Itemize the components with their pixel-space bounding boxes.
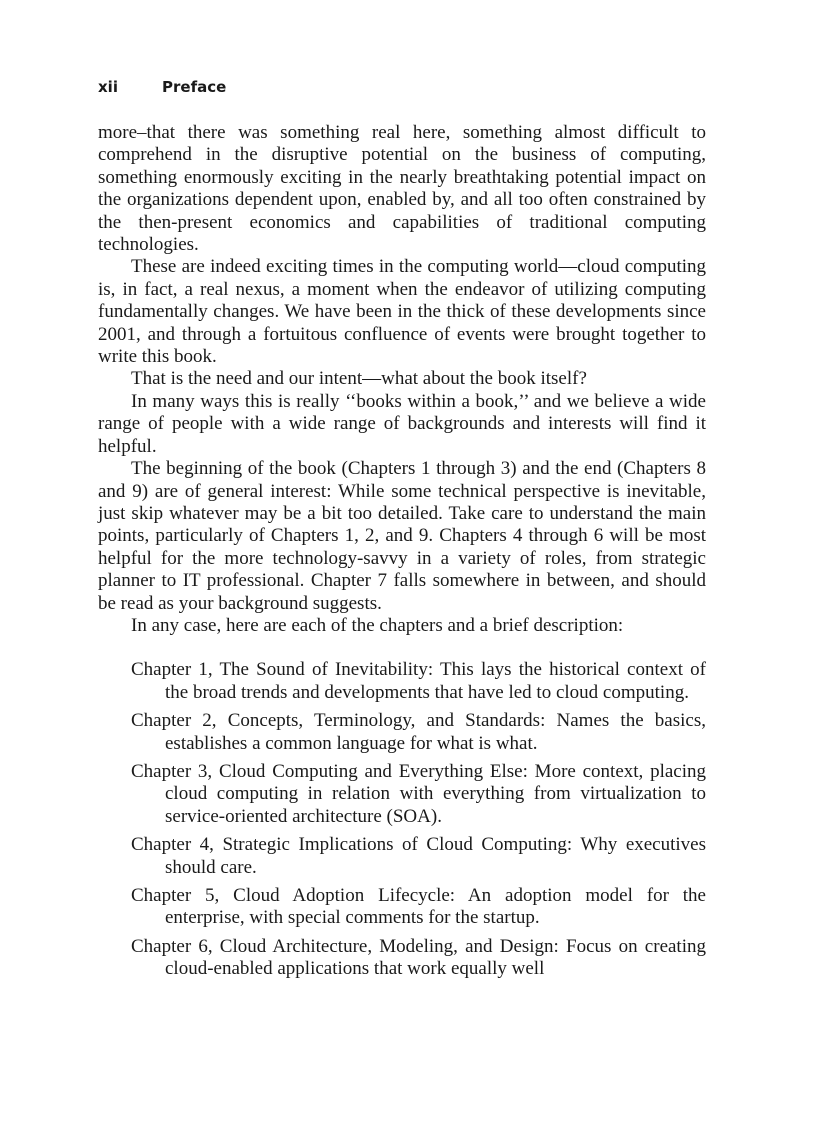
chapter-list — [98, 659, 706, 980]
chapter-entry-6: Chapter 6, Cloud Architecture, Modeling, and Design: Focus on creating cloud-enabled applications that work equally well — [131, 935, 706, 980]
chapter-entry-4: Chapter 4, Strategic Implications of Cloud Computing: Why executives should care. — [131, 834, 706, 878]
running-head — [98, 77, 226, 97]
chapter-entry-5: Chapter 5, Cloud Adoption Lifecycle: An adoption model for the enterprise, with special comments for the startup. — [131, 885, 706, 929]
paragraph-reading-guide: The beginning of the book (Chapters 1 through 3) and the end (Chapters 8 and 9) are of general interest: While some technical perspective is inevitable, just skip whatever may be a bit too detailed. Take care to understand the main points, particularly of Chapters 1, 2, and 9. Chapters 4 through 6 will be most helpful for the more technology-savvy in a variety of roles, from strategic planner to IT professional. Chapter 7 falls somewhere in between, and should be read as your background suggests. — [98, 458, 706, 614]
paragraph-books-within-a-book: In many ways this is really ‘‘books within a book,’’ and we believe a wide range of people with a wide range of backgrounds and interests will find it helpful. — [98, 390, 706, 457]
body-text — [98, 122, 706, 987]
paragraph-need-and-intent: That is the need and our intent—what about the book itself? — [131, 368, 587, 390]
paragraph-continued: more–that there was something real here, something almost difficult to comprehend in the disruptive potential on the business of computing, something enormously exciting in the nearly breathtaking potential impact on the organizations dependent upon, enabled by, and all too often constrained by the then-present economics and capabilities of traditional computing technologies. — [98, 122, 706, 256]
paragraph-exciting-times: These are indeed exciting times in the computing world—cloud computing is, in fact, a real nexus, a moment when the endeavor of utilizing computing fundamentally changes. We have been in the thick of these developments since 2001, and through a fortuitous confluence of events were brought together to write this book. — [98, 256, 706, 368]
chapter-entry-2: Chapter 2, Concepts, Terminology, and Standards: Names the basics, establishes a common language for what is what. — [131, 710, 706, 754]
running-title: Preface — [162, 78, 227, 96]
paragraph-chapter-intro: In any case, here are each of the chapters and a brief description: — [131, 614, 624, 636]
page-number: xii — [98, 78, 118, 96]
chapter-entry-1: Chapter 1, The Sound of Inevitability: This lays the historical context of the broad trends and developments that have led to cloud computing. — [131, 659, 706, 703]
chapter-entry-3: Chapter 3, Cloud Computing and Everything Else: More context, placing cloud computing in relation with everything from virtualization to service-oriented architecture (SOA). — [131, 760, 706, 827]
